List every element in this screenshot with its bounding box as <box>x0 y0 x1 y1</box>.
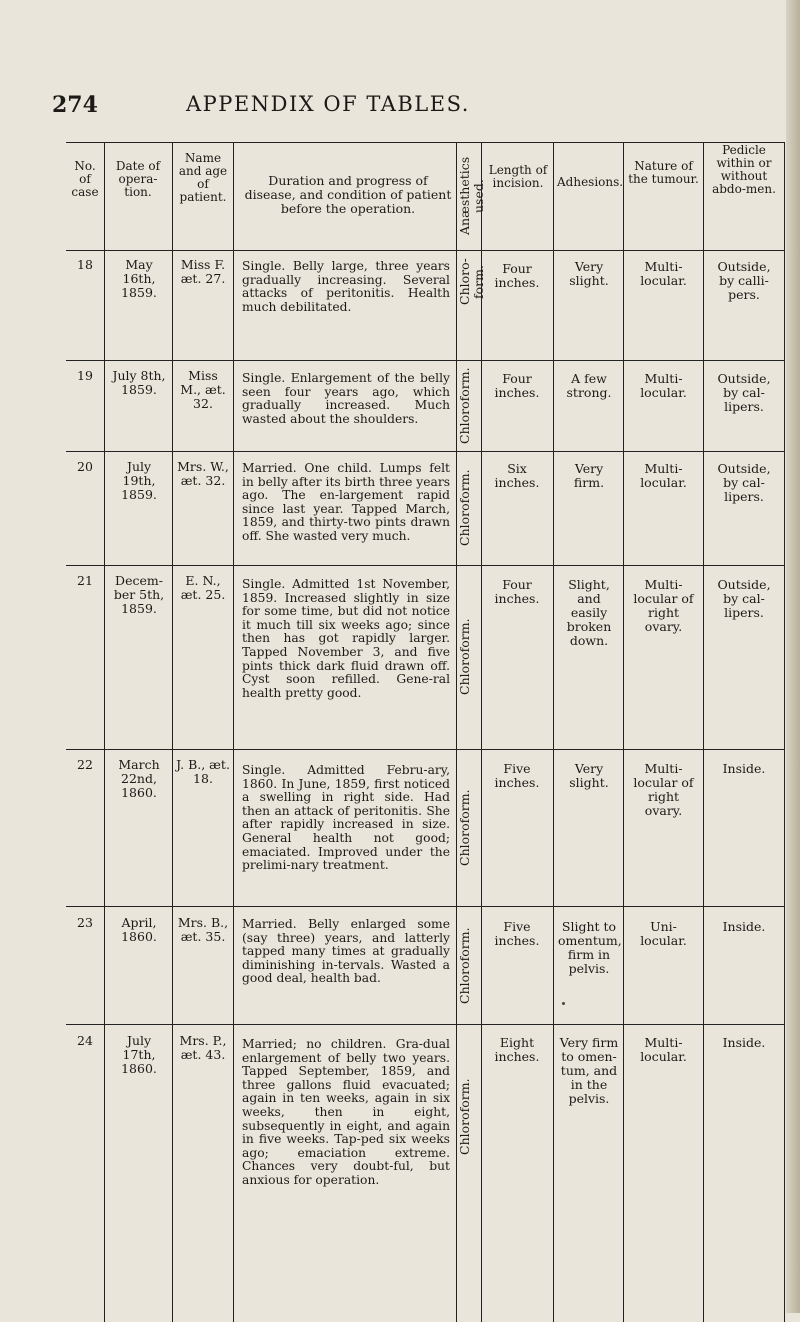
page-number: 274 <box>52 92 98 118</box>
rule-top <box>66 142 784 143</box>
row-19-anaesthetic: Chloroform. <box>457 367 472 445</box>
row-18-duration: Single. Belly large, three years gradually increasing. Several attacks of peritonitis. Health much debilitated. <box>242 259 450 314</box>
row-19-pedicle: Outside, by cal-lipers. <box>717 371 771 414</box>
row-21-duration: Single. Admitted 1st November, 1859. Increased slightly in size for some time, but did not notice it much till six weeks ago; since then has got rapidly larger. Tapped November 3, and five pints thick dark fluid drawn off. Cyst soon refilled. Gene-ral health pretty good. <box>242 577 450 700</box>
row-20-name: Mrs. W., æt. 32. <box>177 459 229 488</box>
row-18-name: Miss F. æt. 27. <box>180 257 226 286</box>
row-23-pedicle: Inside. <box>722 919 766 934</box>
row-18-nature: Multi-locular. <box>640 259 687 288</box>
row-21-adhesions: Slight, and easily broken down. <box>566 577 612 648</box>
page-header <box>52 92 612 122</box>
row-24-nature: Multi-locular. <box>640 1035 687 1064</box>
row-21-anaesthetic: Chloroform. <box>457 618 472 696</box>
row-18-no: 18 <box>77 257 93 272</box>
row-18-anaesthetic: Chloro-form. <box>457 258 486 306</box>
col-rule-7 <box>623 142 624 1322</box>
row-19-no: 19 <box>77 368 93 383</box>
col-rule-6 <box>553 142 554 1322</box>
row-20-pedicle: Outside, by cal-lipers. <box>717 461 771 504</box>
rule-row-22 <box>66 906 784 907</box>
row-19-adhesions: A few strong. <box>566 371 612 400</box>
cases-table <box>66 142 790 1322</box>
row-22-date: March 22nd, 1860. <box>118 757 160 800</box>
row-21-pedicle: Outside, by cal-lipers. <box>717 577 771 620</box>
row-21-no: 21 <box>77 573 93 588</box>
row-23-no: 23 <box>77 915 93 930</box>
row-24-adhesions: Very firm to omen-tum, and in the pelvis. <box>559 1035 619 1106</box>
row-22-name: J. B., æt. 18. <box>176 757 230 786</box>
row-20-anaesthetic: Chloroform. <box>457 469 472 547</box>
row-20-duration: Married. One child. Lumps felt in belly after its birth three years ago. The en-largement rapid since last year. Tapped March, 1859, and thirty-two pints drawn off. She wasted very much. <box>242 461 451 543</box>
row-23-adhesions: Slight to omentum, firm in pelvis. <box>558 919 622 976</box>
col-rule-1 <box>104 142 105 1322</box>
row-24-duration: Married; no children. Gra-dual enlargement of belly two years. Tapped September, 1859, and three gallons fluid evacuated; again in ten weeks, again in six weeks, then in eight, subsequently in eight, and again in five weeks. Tap-ped six weeks ago; emaciation extreme. Chances very doubt-ful, but anxious for operation. <box>242 1037 450 1187</box>
row-23-length: Five inches. <box>494 919 540 948</box>
row-20-date: July 19th, 1859. <box>121 459 157 502</box>
row-22-adhesions: Very slight. <box>569 761 609 790</box>
header-no: No. of case <box>71 159 99 199</box>
row-19-nature: Multi-locular. <box>640 371 687 400</box>
row-23-nature: Uni-locular. <box>640 919 687 948</box>
row-22-nature: Multi-locular of right ovary. <box>633 761 694 818</box>
row-20-nature: Multi-locular. <box>640 461 687 490</box>
rule-row-19 <box>66 451 784 452</box>
header-name: Name and age of patient. <box>178 151 228 204</box>
header-pedicle: Pedicle within or without abdo-men. <box>712 143 776 196</box>
row-20-length: Six inches. <box>494 461 540 490</box>
row-19-duration: Single. Enlargement of the belly seen four years ago, which gradually increased. Much wasted about the shoulders. <box>242 371 450 426</box>
row-19-date: July 8th, 1859. <box>112 368 166 397</box>
header-length: Length of incision. <box>488 163 548 190</box>
row-18-length: Four inches. <box>494 261 540 290</box>
rule-row-18 <box>66 360 784 361</box>
row-24-pedicle: Inside. <box>722 1035 766 1050</box>
row-18-pedicle: Outside, by calli-pers. <box>717 259 771 302</box>
header-adhesions: Adhesions. <box>557 175 624 189</box>
row-24-anaesthetic: Chloroform. <box>457 1078 472 1156</box>
row-23-name: Mrs. B., æt. 35. <box>177 915 229 944</box>
row-24-name: Mrs. P., æt. 43. <box>179 1033 227 1062</box>
header-anaesthetics: Anæsthetics used. <box>457 156 486 236</box>
col-rule-8 <box>703 142 704 1322</box>
col-rule-9 <box>784 142 785 1322</box>
row-24-date: July 17th, 1860. <box>121 1033 157 1076</box>
row-19-name: Miss M., æt. 32. <box>180 368 226 411</box>
print-speck <box>562 1002 565 1005</box>
header-nature: Nature of the tumour. <box>628 159 699 186</box>
row-20-no: 20 <box>77 459 93 474</box>
col-rule-2 <box>172 142 173 1322</box>
running-title: APPENDIX OF TABLES. <box>186 92 470 116</box>
row-18-adhesions: Very slight. <box>569 259 609 288</box>
rule-header-bottom <box>66 250 784 251</box>
row-21-date: Decem-ber 5th, 1859. <box>113 573 165 616</box>
row-18-date: May 16th, 1859. <box>121 257 157 300</box>
rule-row-23 <box>66 1024 784 1025</box>
row-23-anaesthetic: Chloroform. <box>457 927 472 1005</box>
row-22-no: 22 <box>77 757 93 772</box>
row-22-length: Five inches. <box>494 761 540 790</box>
col-rule-3 <box>233 142 234 1322</box>
rule-row-21 <box>66 749 784 750</box>
row-21-name: E. N., æt. 25. <box>180 573 226 602</box>
row-22-pedicle: Inside. <box>722 761 766 776</box>
row-24-length: Eight inches. <box>494 1035 540 1064</box>
col-rule-5 <box>481 142 482 1322</box>
rule-row-20 <box>66 565 784 566</box>
row-23-duration: Married. Belly enlarged some (say three) years, and latterly tapped many times at gradually diminishing in-tervals. Wasted a good deal, health bad. <box>242 917 450 986</box>
row-22-anaesthetic: Chloroform. <box>457 789 472 867</box>
row-19-length: Four inches. <box>494 371 540 400</box>
row-22-duration: Single. Admitted Febru-ary, 1860. In June, 1859, first noticed a swelling in right side. Had then an attack of peritonitis. She after rapidly increased in size. General health not good; emaciated. Improved under the prelimi-nary treatment. <box>242 763 450 873</box>
page-edge <box>786 0 800 1313</box>
row-24-no: 24 <box>77 1033 93 1048</box>
row-23-date: April, 1860. <box>121 915 157 944</box>
header-duration: Duration and progress of disease, and condition of patient before the operation. <box>244 173 452 216</box>
row-21-length: Four inches. <box>494 577 540 606</box>
row-20-adhesions: Very firm. <box>573 461 605 490</box>
row-21-nature: Multi-locular of right ovary. <box>633 577 694 634</box>
header-date: Date of opera-tion. <box>115 159 161 199</box>
